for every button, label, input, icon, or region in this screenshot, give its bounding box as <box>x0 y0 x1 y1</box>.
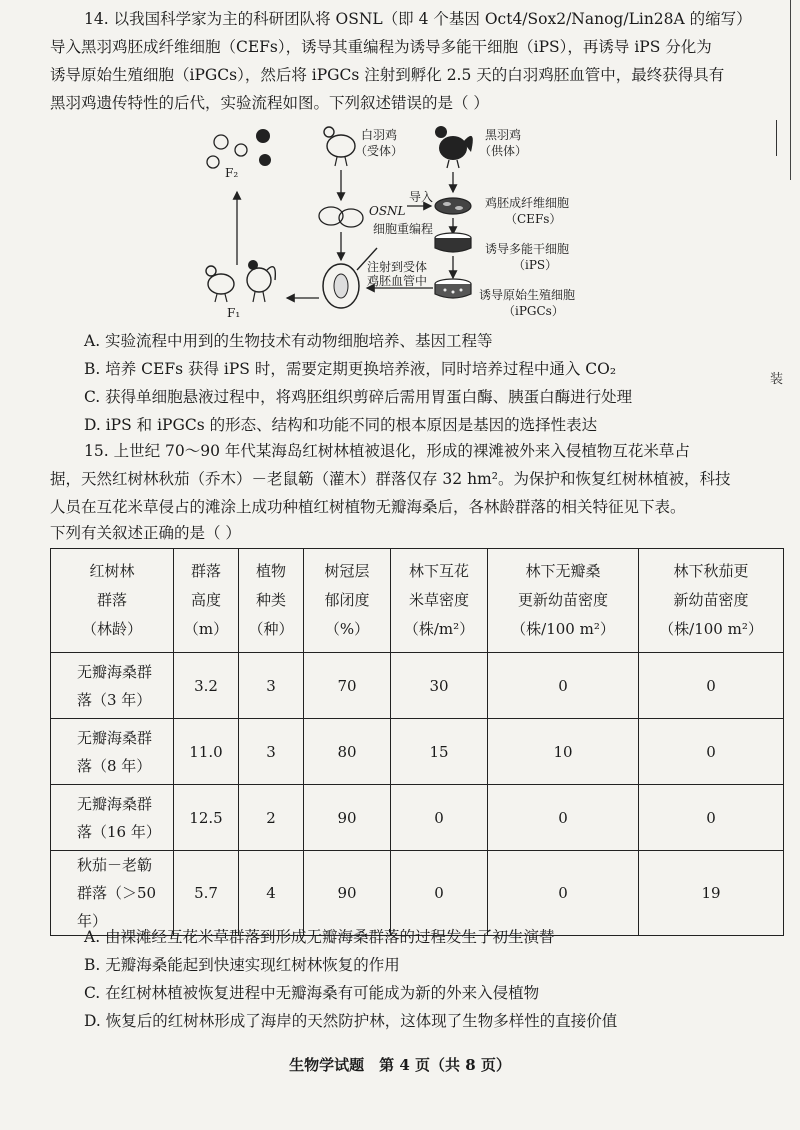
q14-option-c: C. 获得单细胞悬液过程中，将鸡胚组织剪碎后需用胃蛋白酶、胰蛋白酶进行处理 <box>84 388 633 406</box>
table-cell: 90 <box>304 851 391 936</box>
q15-line1: 15. 上世纪 70～90 年代某海岛红树林植被退化，形成的裸滩被外来入侵植物互花米草占 <box>84 442 690 460</box>
ips-dish-icon <box>435 233 471 252</box>
q14-line3: 诱导原始生殖细胞（iPGCs），然后将 iPGCs 注射到孵化 2.5 天的白羽鸡胚血管中，最终获得具有 <box>50 66 725 84</box>
table-cell: 3 <box>239 719 304 785</box>
table-cell: 19 <box>639 851 784 936</box>
table-cell: 2 <box>239 785 304 851</box>
table-row <box>51 851 784 936</box>
margin-line <box>776 120 777 156</box>
q14-line2: 导入黑羽鸡胚成纤维细胞（CEFs），诱导其重编程为诱导多能干细胞（iPS），再诱导 iPS 分化为 <box>50 38 712 56</box>
header-cell: 林下互花 米草密度 （株/m²） <box>391 549 488 653</box>
white-chicken-icon <box>324 127 355 166</box>
f1-label: F₁ <box>227 306 241 320</box>
q14-option-a: A. 实验流程中用到的生物技术有动物细胞培养、基因工程等 <box>84 332 493 350</box>
f1-chickens-icon <box>206 260 275 302</box>
q15-line4: 下列有关叙述正确的是（ ） <box>50 524 241 542</box>
ipgcs-name-label: 诱导原始生殖细胞 <box>479 288 576 302</box>
header-cell: 林下无瓣桑 更新幼苗密度 （株/100 m²） <box>488 549 639 653</box>
q14-flow-diagram <box>195 120 635 332</box>
white-chicken-label: 白羽鸡 <box>361 128 398 142</box>
cefs-dish-icon <box>435 198 471 214</box>
ipgcs-dish-icon <box>435 279 471 298</box>
f2-label: F₂ <box>225 166 239 180</box>
table-cell: 12.5 <box>174 785 239 851</box>
q15-line3: 人员在互花米草侵占的滩涂上成功种植红树植物无瓣海桑后，各林龄群落的相关特征见下表。 <box>50 498 686 516</box>
community-name-cell: 无瓣海桑群 落（3 年） <box>51 653 174 719</box>
page-footer: 生物学试题 第 4 页（共 8 页） <box>289 1056 511 1074</box>
header-cell: 红树林 群落 （林龄） <box>51 549 174 653</box>
margin-line <box>790 0 791 180</box>
table-cell: 0 <box>488 785 639 851</box>
table-cell: 15 <box>391 719 488 785</box>
table-cell: 30 <box>391 653 488 719</box>
table-cell: 0 <box>391 785 488 851</box>
table-cell: 0 <box>488 851 639 936</box>
inject-label-1: 注射到受体 <box>367 260 428 274</box>
q14-option-b: B. 培养 CEFs 获得 iPS 时，需要定期更换培养液，同时培养过程中通入 CO₂ <box>84 360 617 378</box>
reprogram-label: 细胞重编程 <box>373 222 434 236</box>
table-cell: 0 <box>639 653 784 719</box>
recipient-label: （受体） <box>355 144 404 158</box>
ips-abbr-label: （iPS） <box>513 258 558 272</box>
header-cell: 树冠层 郁闭度 （%） <box>304 549 391 653</box>
table-row <box>51 785 784 851</box>
black-chicken-icon <box>435 126 473 168</box>
table-cell: 5.7 <box>174 851 239 936</box>
ips-name-label: 诱导多能干细胞 <box>485 242 570 256</box>
table-header-row <box>51 549 784 653</box>
community-name-cell: 无瓣海桑群 落（8 年） <box>51 719 174 785</box>
table-cell: 0 <box>488 653 639 719</box>
import-label: 导入 <box>409 190 434 204</box>
table-row <box>51 653 784 719</box>
cefs-abbr-label: （CEFs） <box>505 212 562 226</box>
table-row <box>51 719 784 785</box>
table-cell: 0 <box>639 785 784 851</box>
q15-data-table <box>50 548 784 936</box>
q15-line2: 据，天然红树林秋茄（乔木）－老鼠簕（灌木）群落仅存 32 hm²。为保护和恢复红树林植被，科技 <box>50 470 731 488</box>
header-cell: 植物 种类 （种） <box>239 549 304 653</box>
table-cell: 0 <box>639 719 784 785</box>
community-name-cell: 无瓣海桑群 落（16 年） <box>51 785 174 851</box>
cefs-name-label: 鸡胚成纤维细胞 <box>485 196 570 210</box>
table-cell: 3.2 <box>174 653 239 719</box>
table-cell: 11.0 <box>174 719 239 785</box>
donor-label: （供体） <box>479 144 528 158</box>
table-cell: 70 <box>304 653 391 719</box>
header-cell: 群落 高度 （m） <box>174 549 239 653</box>
table-cell: 90 <box>304 785 391 851</box>
q14-line1: 14. 以我国科学家为主的科研团队将 OSNL（即 4 个基因 Oct4/Sox2/Nanog/Lin28A 的缩写） <box>84 10 752 28</box>
q15-option-b: B. 无瓣海桑能起到快速实现红树林恢复的作用 <box>84 956 400 974</box>
osnl-label: OSNL <box>369 204 406 218</box>
q15-option-d: D. 恢复后的红树林形成了海岸的天然防护林，这体现了生物多样性的直接价值 <box>84 1012 618 1030</box>
table-cell: 80 <box>304 719 391 785</box>
inject-label-2: 鸡胚血管中 <box>367 274 428 288</box>
f2-offspring-icon <box>207 129 271 168</box>
table-cell: 3 <box>239 653 304 719</box>
q15-option-c: C. 在红树林植被恢复进程中无瓣海桑有可能成为新的外来入侵植物 <box>84 984 540 1002</box>
table-cell: 4 <box>239 851 304 936</box>
binding-margin-mark: 装 <box>770 372 784 387</box>
table-cell: 0 <box>391 851 488 936</box>
q14-option-d: D. iPS 和 iPGCs 的形态、结构和功能不同的根本原因是基因的选择性表达 <box>84 416 598 434</box>
egg-icon <box>319 207 363 227</box>
q15-option-a: A. 由裸滩经互花米草群落到形成无瓣海桑群落的过程发生了初生演替 <box>84 928 555 946</box>
table-cell: 10 <box>488 719 639 785</box>
ipgcs-abbr-label: （iPGCs） <box>503 304 564 318</box>
community-name-cell: 秋茄－老簕 群落（＞50 年） <box>51 851 174 936</box>
q14-line4: 黑羽鸡遗传特性的后代，实验流程如图。下列叙述错误的是（ ） <box>50 94 489 112</box>
black-chicken-label: 黑羽鸡 <box>485 128 522 142</box>
header-cell: 林下秋茄更 新幼苗密度 （株/100 m²） <box>639 549 784 653</box>
